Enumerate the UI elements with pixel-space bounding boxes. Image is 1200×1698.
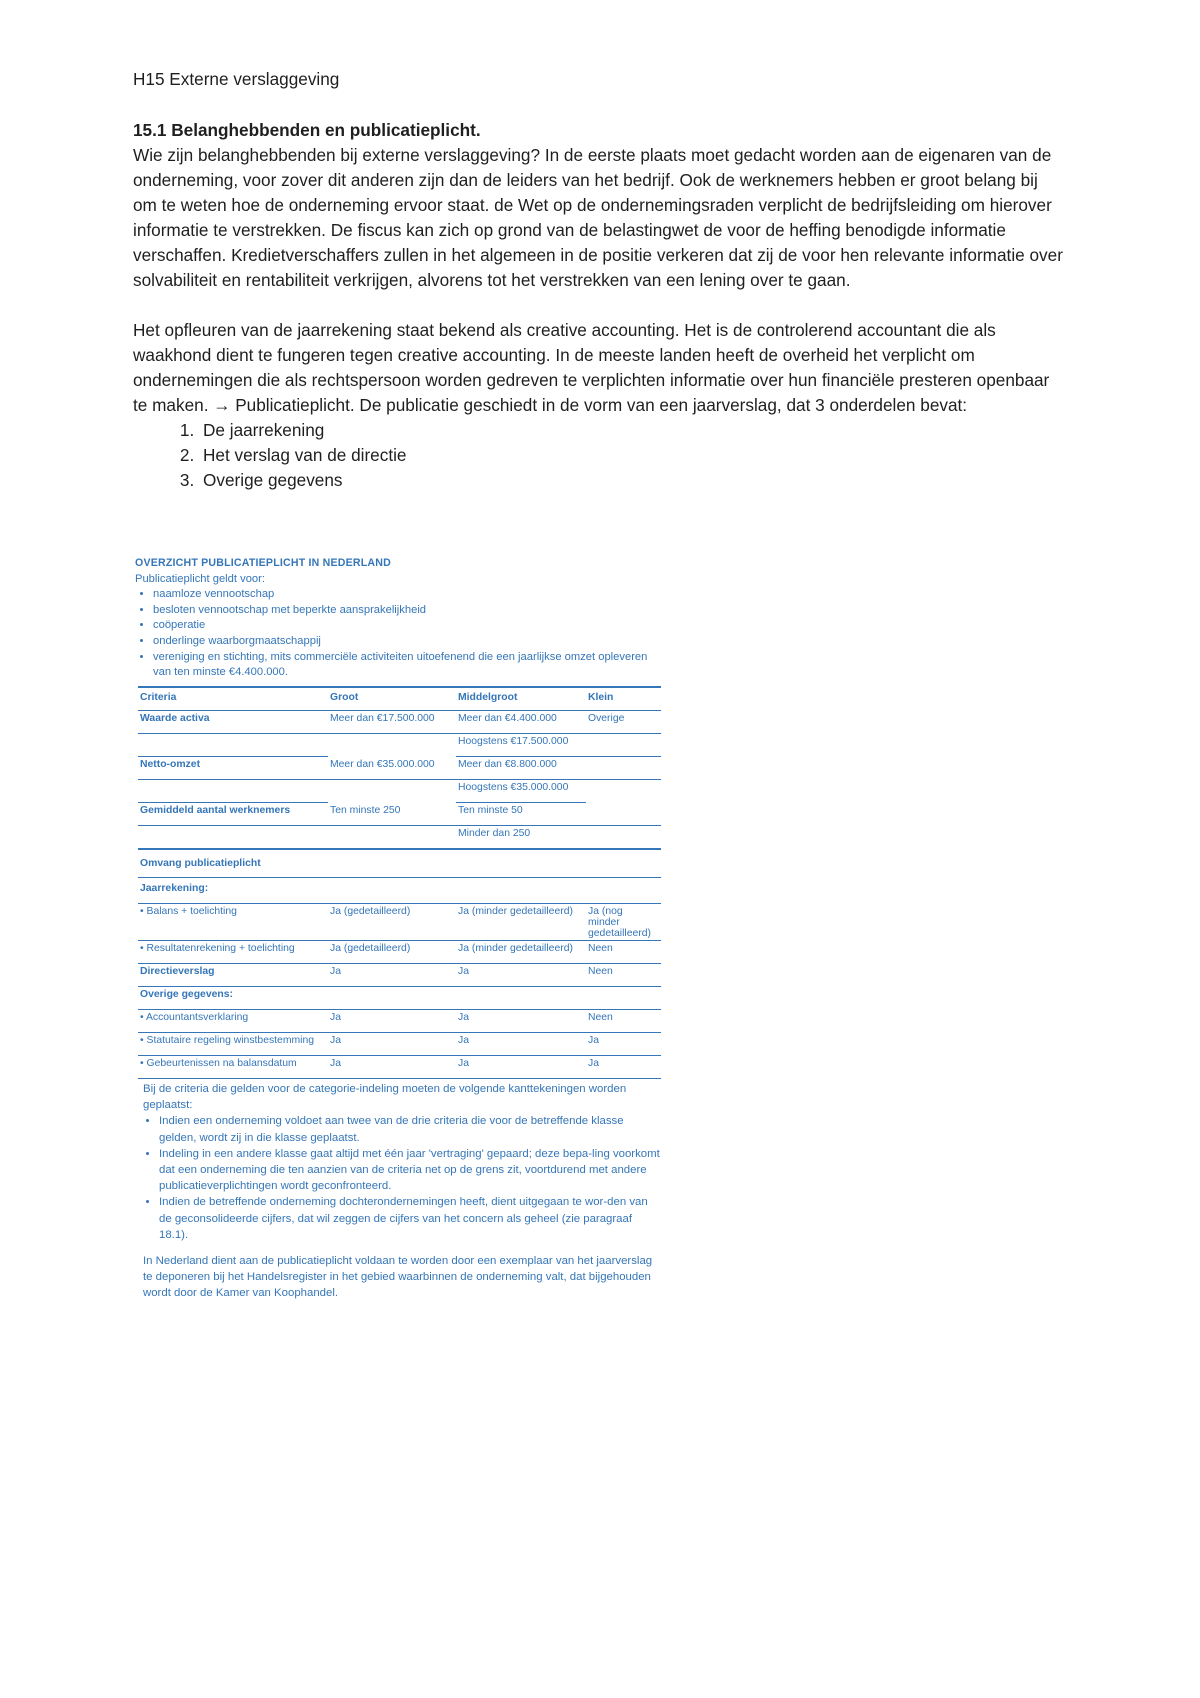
- table-cell: [138, 734, 328, 757]
- insert-title: OVERZICHT PUBLICATIEPLICHT IN NEDERLAND: [135, 557, 391, 569]
- table-cell: Meer dan €17.500.000: [328, 711, 456, 734]
- table-cell: Neen: [586, 964, 661, 987]
- table-cell: [328, 826, 456, 850]
- insert-bullets: [135, 587, 665, 681]
- table-cell: [586, 734, 661, 757]
- list-item: • naamloze vennootschap: [153, 587, 665, 603]
- table-cell: Ja: [456, 1033, 586, 1056]
- table-row: [138, 941, 661, 964]
- paragraph-1: Wie zijn belanghebbenden bij externe verslaggeving? In de eerste plaats moet gedacht worden aan de eigenaren van de onderneming, voor zover dit anderen zijn dan de leiders van het bedrijf. Ook de werknemers hebben er groot belang bij om te weten hoe de onderneming ervoor staat. de Wet op de ondernemingsraden verplicht de bedrijfsleiding om hierover informatie te verstrekken. De fiscus kan zich op grond van de belastingwet de voor de heffing benodigde informatie verschaffen. Kredietverschaffers zullen in het algemeen in de positie verkeren dat zij de voor hen relevante informatie over solvabiliteit en rentabiliteit verkrijgen, alvorens tot het verstrekken van een lening over te gaan.: [133, 145, 1063, 290]
- table-cell: Ja (gedetailleerd): [328, 941, 456, 964]
- table-cell: Gemiddeld aantal werknemers: [138, 803, 328, 826]
- table-cell: • Accountantsverklaring: [138, 1010, 328, 1033]
- column-header: Criteria: [138, 687, 328, 711]
- table-cell: Neen: [586, 941, 661, 964]
- table-cell: [586, 803, 661, 826]
- table-cell: Hoogstens €35.000.000: [456, 780, 586, 803]
- table-row: [138, 757, 661, 780]
- table-cell: Ja: [456, 964, 586, 987]
- table-cell: Ja: [328, 1033, 456, 1056]
- table-section-row: [138, 849, 661, 878]
- list-item: • Indeling in een andere klasse gaat altijd met één jaar 'vertraging' gepaard; deze bepa-ling voorkomt dat een onderneming die ten aanzien van de criteria net op de grens zit, voortdurend met andere publicatieverplichtingen wordt geconfronteerd.: [159, 1146, 663, 1195]
- table-cell: Meer dan €35.000.000: [328, 757, 456, 780]
- scope-title: Omvang publicatieplicht: [138, 849, 661, 878]
- list-item: • coöperatie: [153, 618, 665, 634]
- table-cell: [586, 780, 661, 803]
- table-cell: Ten minste 50: [456, 803, 586, 826]
- table-cell: Meer dan €8.800.000: [456, 757, 586, 780]
- numbered-list: [133, 418, 1063, 493]
- table-cell: • Balans + toelichting: [138, 904, 328, 941]
- table-row: [138, 878, 661, 904]
- table-cell: Neen: [586, 1010, 661, 1033]
- list-item: 2. Het verslag van de directie: [199, 443, 1063, 468]
- table-cell: Meer dan €4.400.000: [456, 711, 586, 734]
- table-cell: [328, 734, 456, 757]
- list-item: 3. Overige gegevens: [199, 468, 1063, 493]
- table-cell: Ja: [586, 1033, 661, 1056]
- table-row: [138, 1010, 661, 1033]
- table-row: [138, 987, 661, 1010]
- table-cell: Ja (nog minder gedetailleerd): [586, 904, 661, 941]
- table-cell: Netto-omzet: [138, 757, 328, 780]
- table-header-row: [138, 687, 661, 711]
- table-cell: Ja: [328, 1056, 456, 1079]
- list-item: • vereniging en stichting, mits commerciële activiteiten uitoefenend die een jaarlijkse omzet opleveren van ten minste €4.400.000.: [153, 650, 665, 681]
- column-header: Groot: [328, 687, 456, 711]
- page-header: H15 Externe verslaggeving: [133, 69, 340, 89]
- table-cell: [138, 780, 328, 803]
- scanned-insert: [135, 556, 665, 681]
- table-cell: Directieverslag: [138, 964, 328, 987]
- list-item: • Indien een onderneming voldoet aan twee van de drie criteria die voor de betreffende klasse gelden, wordt zij in die klasse geplaatst.: [159, 1113, 663, 1145]
- table-row: [138, 1056, 661, 1079]
- document-body: [133, 67, 1063, 493]
- column-header: Middelgroot: [456, 687, 586, 711]
- table-row: [138, 803, 661, 826]
- table-cell: [328, 780, 456, 803]
- notes-intro: Bij de criteria die gelden voor de categorie-indeling moeten de volgende kanttekeningen worden geplaatst:: [143, 1083, 627, 1112]
- table-row: [138, 826, 661, 850]
- table-cell: • Gebeurtenissen na balansdatum: [138, 1056, 328, 1079]
- column-header: Klein: [586, 687, 661, 711]
- table-row: [138, 734, 661, 757]
- publication-table: [138, 686, 661, 1079]
- table-cell: Ja: [328, 964, 456, 987]
- table-cell: [586, 826, 661, 850]
- list-item: • besloten vennootschap met beperkte aansprakelijkheid: [153, 603, 665, 619]
- table-row: [138, 964, 661, 987]
- table-cell: Overige: [586, 711, 661, 734]
- closing-paragraph: In Nederland dient aan de publicatieplicht voldaan te worden door een exemplaar van het jaarverslag te deponeren bij het Handelsregister in het gebied waarbinnen de onderneming valt, dat bijgehouden wordt door de Kamer van Koophandel.: [143, 1255, 653, 1300]
- notes-list: [143, 1113, 663, 1243]
- table-cell: Hoogstens €17.500.000: [456, 734, 586, 757]
- list-item: 1. De jaarrekening: [199, 418, 1063, 443]
- jaarrekening-label: Jaarrekening:: [138, 878, 328, 904]
- overige-label: Overige gegevens:: [138, 987, 328, 1010]
- table-row: [138, 780, 661, 803]
- table-cell: Waarde activa: [138, 711, 328, 734]
- table-cell: Ja: [586, 1056, 661, 1079]
- table-cell: Ten minste 250: [328, 803, 456, 826]
- table-row: [138, 711, 661, 734]
- table-cell: Minder dan 250: [458, 828, 531, 839]
- table-cell: Ja (gedetailleerd): [328, 904, 456, 941]
- table-row: [138, 1033, 661, 1056]
- section-title: 15.1 Belanghebbenden en publicatieplicht.: [133, 120, 481, 140]
- table-cell: [586, 757, 661, 780]
- table-cell: Ja (minder gedetailleerd): [456, 904, 586, 941]
- list-item: • onderlinge waarborgmaatschappij: [153, 634, 665, 650]
- table-cell: Ja: [456, 1010, 586, 1033]
- insert-notes: [143, 1081, 663, 1302]
- table-cell: • Resultatenrekening + toelichting: [138, 941, 328, 964]
- paragraph-2: Het opfleuren van de jaarrekening staat bekend als creative accounting. Het is de controlerend accountant die als waakhond dient te fungeren tegen creative accounting. In de meeste landen heeft de overheid het verplicht om ondernemingen die als rechtspersoon worden gedreven te verplichten informatie over hun financiële presteren openbaar te maken. → Publicatieplicht. De publicatie geschiedt in de vorm van een jaarverslag, dat 3 onderdelen bevat:: [133, 320, 1050, 415]
- table-cell: Ja: [328, 1010, 456, 1033]
- table-cell: • Statutaire regeling winstbestemming: [138, 1033, 328, 1056]
- table-row: [138, 904, 661, 941]
- insert-intro: Publicatieplicht geldt voor:: [135, 572, 265, 585]
- table-cell: Ja (minder gedetailleerd): [456, 941, 586, 964]
- list-item: • Indien de betreffende onderneming dochterondernemingen heeft, dient uitgegaan te wor-den van de geconsolideerde cijfers, dat wil zeggen de cijfers van het concern als geheel (zie paragraaf 18.1).: [159, 1194, 663, 1243]
- table-cell: [138, 826, 328, 850]
- table-cell: Ja: [456, 1056, 586, 1079]
